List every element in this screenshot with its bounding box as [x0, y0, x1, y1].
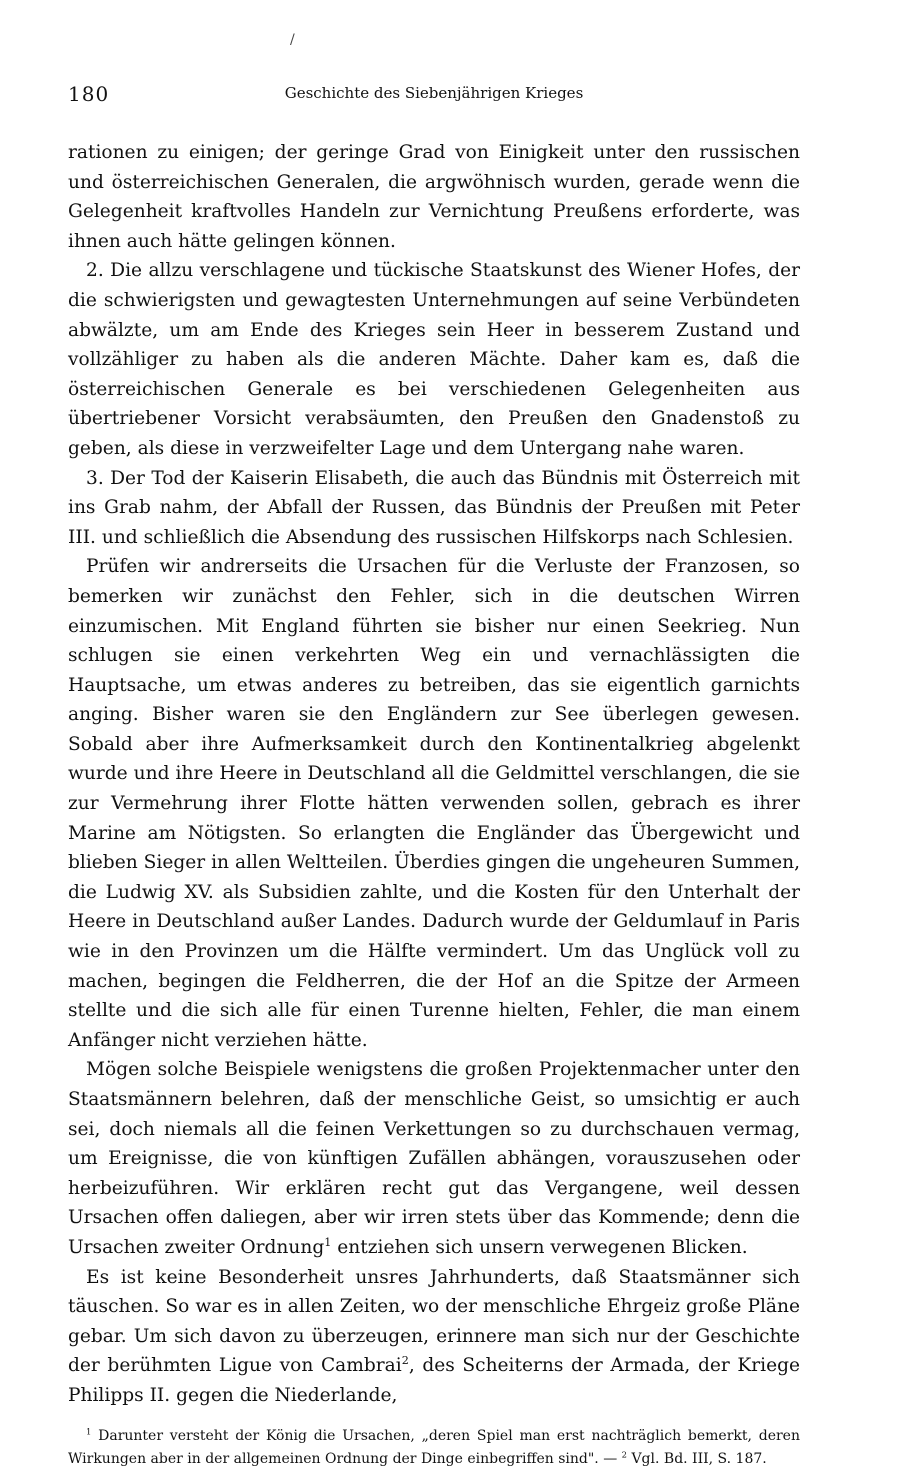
stray-mark: /	[290, 32, 295, 48]
footnote-1-text: Darunter versteht der König die Ursachen, „deren Spiel man erst nachträglich bemerkt, deren Wirkungen aber in der allgemeinen Ordnung der Dinge einbegriffen sind". —	[68, 1427, 800, 1467]
footnotes	[68, 1425, 800, 1471]
paragraph-french-losses: Prüfen wir andrerseits die Ursachen für die Verluste der Franzosen, so bemerken wir zunächst den Fehler, sich in die deutschen Wirren einzumischen. Mit England führten sie bisher nur einen Seekrieg. Nun schlugen sie einen verkehrten Weg ein und vernachlässigten die Hauptsache, um etwas anderes zu betreiben, das sie eigentlich garnichts anging. Bisher waren sie den Engländern zur See überlegen gewesen. Sobald aber ihre Aufmerksamkeit durch den Kontinentalkrieg abgelenkt wurde und ihre Heere in Deutschland all die Geldmittel verschlangen, die sie zur Vermehrung ihrer Flotte hätten verwenden sollen, gebrach es ihrer Marine am Nötigsten. So erlangten die Engländer das Übergewicht und blieben Sieger in allen Weltteilen. Überdies gingen die ungeheuren Summen, die Ludwig XV. als Subsidien zahlte, und die Kosten für den Unterhalt der Heere in Deutschland außer Landes. Dadurch wurde der Geldumlauf in Paris wie in den Provinzen um die Hälfte vermindert. Um das Unglück voll zu machen, begingen die Feldherren, die der Hof an die Spitze der Armeen stellte und die sich alle für einen Turenne hielten, Fehler, die man einem Anfänger nicht verziehen hätte.	[68, 556, 800, 1051]
paragraph-continuation: rationen zu einigen; der geringe Grad von Einigkeit unter den russischen und österreichischen Generalen, die argwöhnisch wurden, gerade wenn die Gelegenheit kraftvolles Handeln zur Vernichtung Preußens erforderte, was ihnen auch hätte gelingen können.	[68, 142, 800, 252]
paragraph-text: Es ist keine Besonderheit unsres Jahrhunderts, daß Staatsmänner sich täuschen. So war es in allen Zeiten, wo der menschliche Ehrgeiz große Pläne gebar. Um sich davon zu überzeugen, erinnere man sich nur der Geschichte der berühmten Ligue von Cambrai	[68, 1266, 800, 1377]
paragraph-text: Mögen solche Beispiele wenigstens die großen Projektenmacher unter den Staatsmännern belehren, daß der menschliche Geist, so umsichtig er auch sei, doch niemals all die feinen Verkettungen so zu durchschauen vermag, um Ereignisse, die von künftigen Zufällen abhängen, vorauszusehen oder herbeizuführen. Wir erklären recht gut das Vergangene, weil dessen Ursachen offen daliegen, aber wir irren stets über das Kommende; denn die Ursachen zweiter Ordnung	[68, 1059, 800, 1258]
paragraph-historical-examples	[68, 1263, 800, 1411]
footnote-reference[interactable]: 2	[401, 1354, 409, 1368]
footnote-mark: 1	[86, 1425, 92, 1436]
footnote-text	[68, 1425, 800, 1471]
running-title: Geschichte des Siebenjährigen Krieges	[284, 84, 584, 102]
paragraph-text: entziehen sich unsern verwegenen Blicken.	[331, 1236, 748, 1258]
book-page	[68, 82, 800, 1471]
paragraph-statesmen-lesson	[68, 1055, 800, 1262]
paragraph-text: , des Scheiterns der Armada, der Kriege Philipps II. gegen die Niederlande,	[68, 1355, 801, 1406]
footnote-2-text: Vgl. Bd. III, S. 187.	[627, 1450, 767, 1467]
running-head	[68, 82, 800, 112]
footnote-mark: 2	[621, 1448, 627, 1459]
footnote-reference[interactable]: 1	[324, 1235, 332, 1249]
paragraph-point-3: 3. Der Tod der Kaiserin Elisabeth, die auch das Bündnis mit Österreich mit ins Grab nahm, der Abfall der Russen, das Bündnis der Preußen mit Peter III. und schließlich die Absendung des russischen Hilfskorps nach Schlesien.	[68, 467, 800, 548]
paragraph-point-2: 2. Die allzu verschlagene und tückische Staatskunst des Wiener Hofes, der die schwierigsten und gewagtesten Unternehmungen auf seine Verbündeten abwälzte, um am Ende des Krieges sein Heer in besserem Zustand und vollzähliger zu haben als die anderen Mächte. Daher kam es, daß die österreichischen Generale es bei verschiedenen Gelegenheiten aus übertriebener Vorsicht verabsäumten, den Preußen den Gnadenstoß zu geben, als diese in verzweifelter Lage und dem Untergang nahe waren.	[68, 260, 800, 459]
body-text	[68, 138, 800, 1411]
page-number: 180	[68, 82, 110, 106]
